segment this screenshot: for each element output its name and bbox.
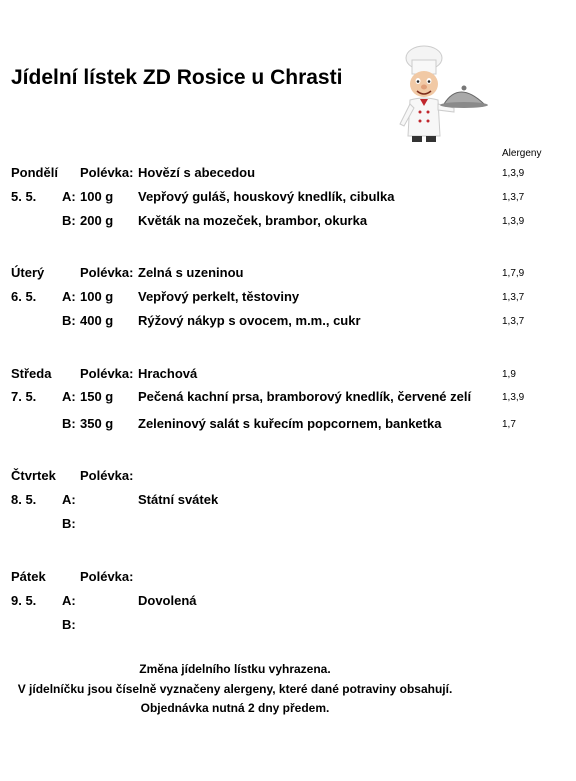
allergens: 1,3,9 xyxy=(502,168,525,179)
meal-dish: Státní svátek xyxy=(138,492,219,507)
meal-weight: 100 g xyxy=(80,289,114,304)
allergens: 1,7 xyxy=(502,419,516,430)
meal-label: A: xyxy=(62,593,76,608)
day-date: 9. 5. xyxy=(11,593,37,608)
day-soup-row xyxy=(0,265,576,285)
soup-name: Hrachová xyxy=(138,366,198,381)
allergens: 1,7,9 xyxy=(502,268,525,279)
soup-label: Polévka: xyxy=(80,569,134,584)
meal-label: B: xyxy=(62,516,76,531)
meal-row xyxy=(0,189,576,209)
meal-dish: Vepřový guláš, houskový knedlík, cibulka xyxy=(138,189,395,204)
meal-weight: 150 g xyxy=(80,389,114,404)
allergens: 1,3,7 xyxy=(502,316,525,327)
meal-row xyxy=(0,516,576,536)
meal-label: B: xyxy=(62,416,76,431)
meal-row xyxy=(0,593,576,613)
meal-row xyxy=(0,617,576,637)
day-soup-row xyxy=(0,165,576,185)
meal-dish: Zeleninový salát s kuřecím popcornem, banketka xyxy=(138,416,442,431)
allergens: 1,3,7 xyxy=(502,192,525,203)
soup-label: Polévka: xyxy=(80,366,134,381)
meal-dish: Vepřový perkelt, těstoviny xyxy=(138,289,300,304)
meal-row xyxy=(0,416,576,436)
day-date: 7. 5. xyxy=(11,389,37,404)
day-name: Úterý xyxy=(11,265,45,280)
day-soup-row xyxy=(0,366,576,386)
meal-row xyxy=(0,213,576,233)
meal-weight: 350 g xyxy=(80,416,114,431)
soup-label: Polévka: xyxy=(80,165,134,180)
soup-name: Hovězí s abecedou xyxy=(138,165,256,180)
meal-label: B: xyxy=(62,313,76,328)
soup-name: Zelná s uzeninou xyxy=(138,265,244,280)
allergens: 1,3,9 xyxy=(502,392,525,403)
soup-label: Polévka: xyxy=(80,468,134,483)
day-soup-row xyxy=(0,569,576,589)
day-name: Čtvrtek xyxy=(11,468,56,483)
allergens: 1,3,9 xyxy=(502,216,525,227)
meal-row xyxy=(0,389,576,409)
soup-label: Polévka: xyxy=(80,265,134,280)
day-date: 8. 5. xyxy=(11,492,37,507)
meal-label: B: xyxy=(62,617,76,632)
meal-weight: 100 g xyxy=(80,189,114,204)
meal-label: A: xyxy=(62,389,76,404)
meal-dish: Dovolená xyxy=(138,593,197,608)
meal-row xyxy=(0,492,576,512)
meal-label: B: xyxy=(62,213,76,228)
page-title: Jídelní lístek ZD Rosice u Chrasti xyxy=(11,66,343,89)
day-name: Pondělí xyxy=(11,165,58,180)
footer-note: V jídelníčku jsou číselně vyznačeny alergeny, které dané potraviny obsahují. xyxy=(17,682,453,696)
meal-dish: Květák na mozeček, brambor, okurka xyxy=(138,213,368,228)
footer-note: Objednávka nutná 2 dny předem. xyxy=(140,701,330,715)
meal-label: A: xyxy=(62,289,76,304)
allergens: 1,9 xyxy=(502,369,516,380)
day-date: 6. 5. xyxy=(11,289,37,304)
allergens-header: Alergeny xyxy=(502,148,542,159)
allergens: 1,3,7 xyxy=(502,292,525,303)
chef-illustration xyxy=(384,44,494,144)
day-name: Středa xyxy=(11,366,52,381)
meal-weight: 400 g xyxy=(80,313,114,328)
meal-dish: Rýžový nákyp s ovocem, m.m., cukr xyxy=(138,313,361,328)
meal-label: A: xyxy=(62,492,76,507)
day-soup-row xyxy=(0,468,576,488)
meal-row xyxy=(0,289,576,309)
meal-label: A: xyxy=(62,189,76,204)
day-date: 5. 5. xyxy=(11,189,37,204)
meal-row xyxy=(0,313,576,333)
meal-weight: 200 g xyxy=(80,213,114,228)
footer-note: Změna jídelního lístku vyhrazena. xyxy=(139,662,331,676)
meal-dish: Pečená kachní prsa, bramborový knedlík, červené zelí xyxy=(138,389,472,404)
day-name: Pátek xyxy=(11,569,46,584)
